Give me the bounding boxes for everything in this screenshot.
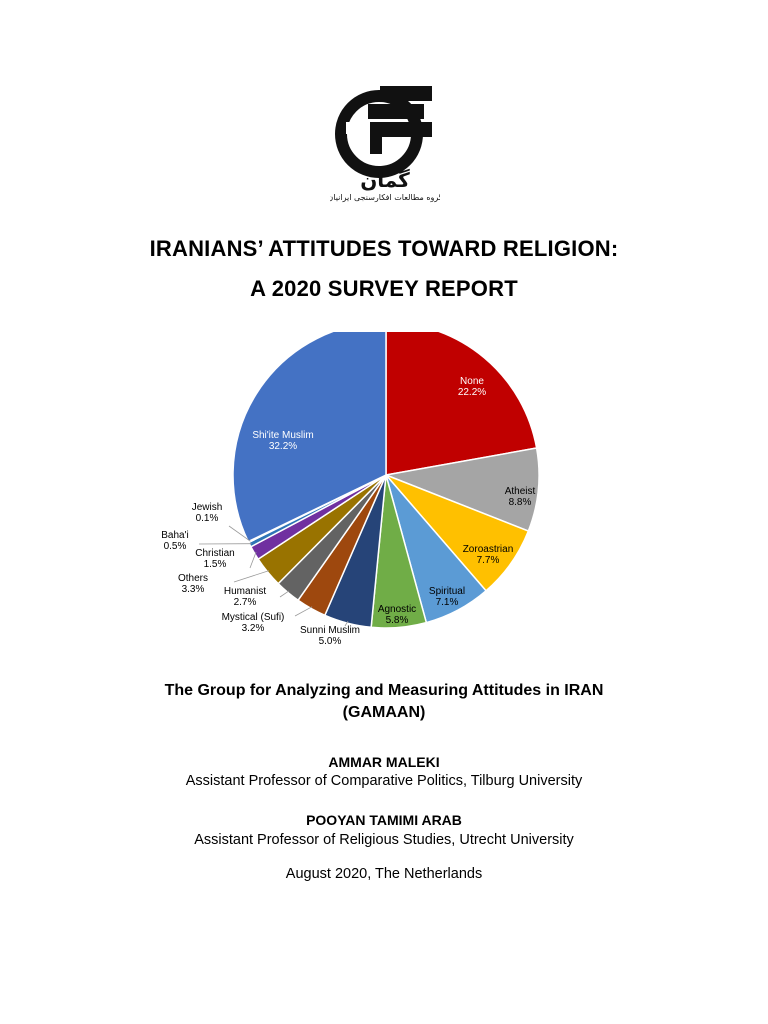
author-2-role: Assistant Professor of Religious Studies, Utrecht University [194,832,574,848]
pie-value-none: 22.2% [457,387,487,398]
pie-value-mystical-sufi: 3.2% [241,623,265,634]
logo-tagline: گروه مطالعات افکارسنجی ایرانیان [330,193,440,202]
pie-label-none: None [460,376,484,387]
pie-label-spiritual: Spiritual [428,586,466,597]
pie-value-christian: 1.5% [203,559,227,570]
pie-label-shi-ite-muslim: Shi'ite Muslim [252,430,314,441]
leader-line-others [234,571,269,582]
pie-label-mystical-sufi: Mystical (Sufi) [221,612,285,623]
pie-label-agnostic: Agnostic [377,604,417,615]
pie-value-others: 3.3% [181,584,205,595]
author-1-role: Assistant Professor of Comparative Politics, Tilburg University [185,773,583,789]
pie-label-christian: Christian [195,548,235,559]
pie-label-sunni-muslim: Sunni Muslim [299,625,361,636]
pie-label-atheist: Atheist [504,486,536,497]
organization-acronym: (GAMAAN) [342,704,426,721]
organization-name: The Group for Analyzing and Measuring Attitudes in IRAN [164,682,604,699]
pie-value-agnostic: 5.8% [385,615,409,626]
pie-value-jewish: 0.1% [195,513,219,524]
pie-value-spiritual: 7.1% [435,597,459,608]
pie-value-baha-i: 0.5% [163,541,187,552]
leader-line-humanist [280,591,289,597]
pie-value-zoroastrian: 7.7% [476,555,500,566]
pie-value-shi-ite-muslim: 32.2% [268,441,298,452]
gamaan-logo [330,84,440,204]
religion-pie-chart [150,332,570,662]
logo-wordmark: گمان [360,168,410,192]
pie-label-jewish: Jewish [191,502,223,513]
pie-svg [150,332,570,662]
date-and-place: August 2020, The Netherlands [285,866,483,882]
pie-label-humanist: Humanist [223,586,267,597]
gamaan-logo-mark [330,84,440,204]
pie-value-humanist: 2.7% [233,597,257,608]
author-2-name: POOYAN TAMIMI ARAB [306,812,462,828]
report-title-line-2: A 2020 SURVEY REPORT [250,276,518,301]
pie-label-others: Others [177,573,209,584]
pie-label-baha-i: Baha'i [161,530,189,541]
leader-line-christian [250,552,256,568]
author-1-name: AMMAR MALEKI [328,754,440,770]
leader-line-mystical-sufi [295,607,312,616]
pie-value-sunni-muslim: 5.0% [318,636,342,647]
pie-value-atheist: 8.8% [508,497,532,508]
report-title-line-1: IRANIANS’ ATTITUDES TOWARD RELIGION: [149,236,619,261]
pie-label-zoroastrian: Zoroastrian [462,544,514,555]
